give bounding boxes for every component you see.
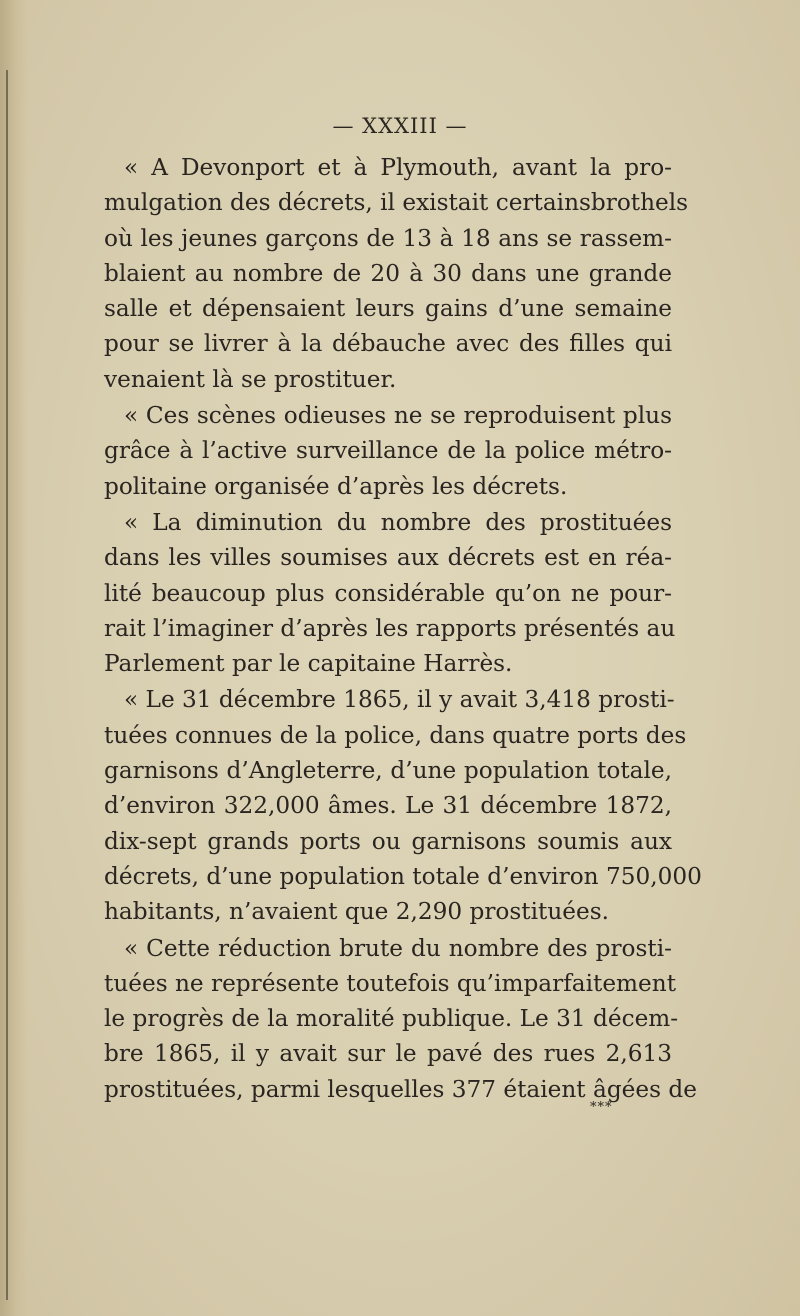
paragraph — [104, 150, 689, 397]
signature-mark: *** — [590, 1100, 613, 1115]
text-line: venaient là se prostituer. — [104, 365, 397, 393]
text-line: d’environ 322,000 âmes. Le 31 décembre 1872, — [104, 792, 672, 820]
paragraph — [104, 505, 676, 681]
text-line: habitants, n’avaient que 2,290 prostituées. — [104, 898, 609, 926]
text-line: décrets, d’une population totale d’environ 750,000 — [104, 862, 702, 890]
text-line: Parlement par le capitaine Harrès. — [104, 650, 513, 678]
text-line: pour se livrer à la débauche avec des filles qui — [104, 330, 672, 358]
text-line: garnisons d’Angleterre, d’une population totale, — [104, 757, 672, 785]
body-text — [104, 150, 702, 1107]
text-line: politaine organisée d’après les décrets. — [104, 472, 568, 500]
text-line: bre 1865, il y avait sur le pavé des rues 2,613 — [104, 1040, 672, 1068]
paragraph — [104, 682, 702, 929]
text-line: « Ces scènes odieuses ne se reproduisent plus — [124, 402, 672, 430]
text-line: « A Devonport et à Plymouth, avant la pro- — [124, 154, 672, 181]
text-line: prostituées, parmi lesquelles 377 étaient âgées de — [104, 1075, 697, 1103]
binding-edge — [6, 70, 8, 1300]
text-line: dans les villes soumises aux décrets est en réa- — [104, 544, 672, 572]
text-line: mulgation des décrets, il existait certainsbrothels — [104, 189, 689, 217]
text-line: tuées connues de la police, dans quatre ports des — [104, 721, 687, 749]
text-line: blaient au nombre de 20 à 30 dans une grande — [104, 259, 672, 287]
text-line: grâce à l’active surveillance de la police métro- — [104, 437, 672, 465]
text-line: tuées ne représente toutefois qu’imparfaitement — [104, 969, 677, 997]
page-number-header: — XXXIII — — [332, 114, 468, 138]
text-line: « Le 31 décembre 1865, il y avait 3,418 prosti- — [124, 686, 675, 714]
text-line: rait l’imaginer d’après les rapports présentés au — [104, 614, 676, 642]
text-line: « La diminution du nombre des prostituées — [124, 508, 672, 536]
text-line: salle et dépensaient leurs gains d’une semaine — [104, 295, 672, 323]
paragraph — [104, 931, 697, 1107]
text-line: « Cette réduction brute du nombre des prosti- — [124, 934, 672, 962]
paragraph — [104, 398, 672, 504]
page-spine-shadow — [0, 0, 28, 1316]
text-line: dix-sept grands ports ou garnisons soumis aux — [104, 827, 672, 855]
text-line: où les jeunes garçons de 13 à 18 ans se rassem- — [104, 224, 672, 252]
text-line: lité beaucoup plus considérable qu’on ne pour- — [104, 579, 672, 607]
text-line: le progrès de la moralité publique. Le 31 décem- — [104, 1005, 679, 1033]
